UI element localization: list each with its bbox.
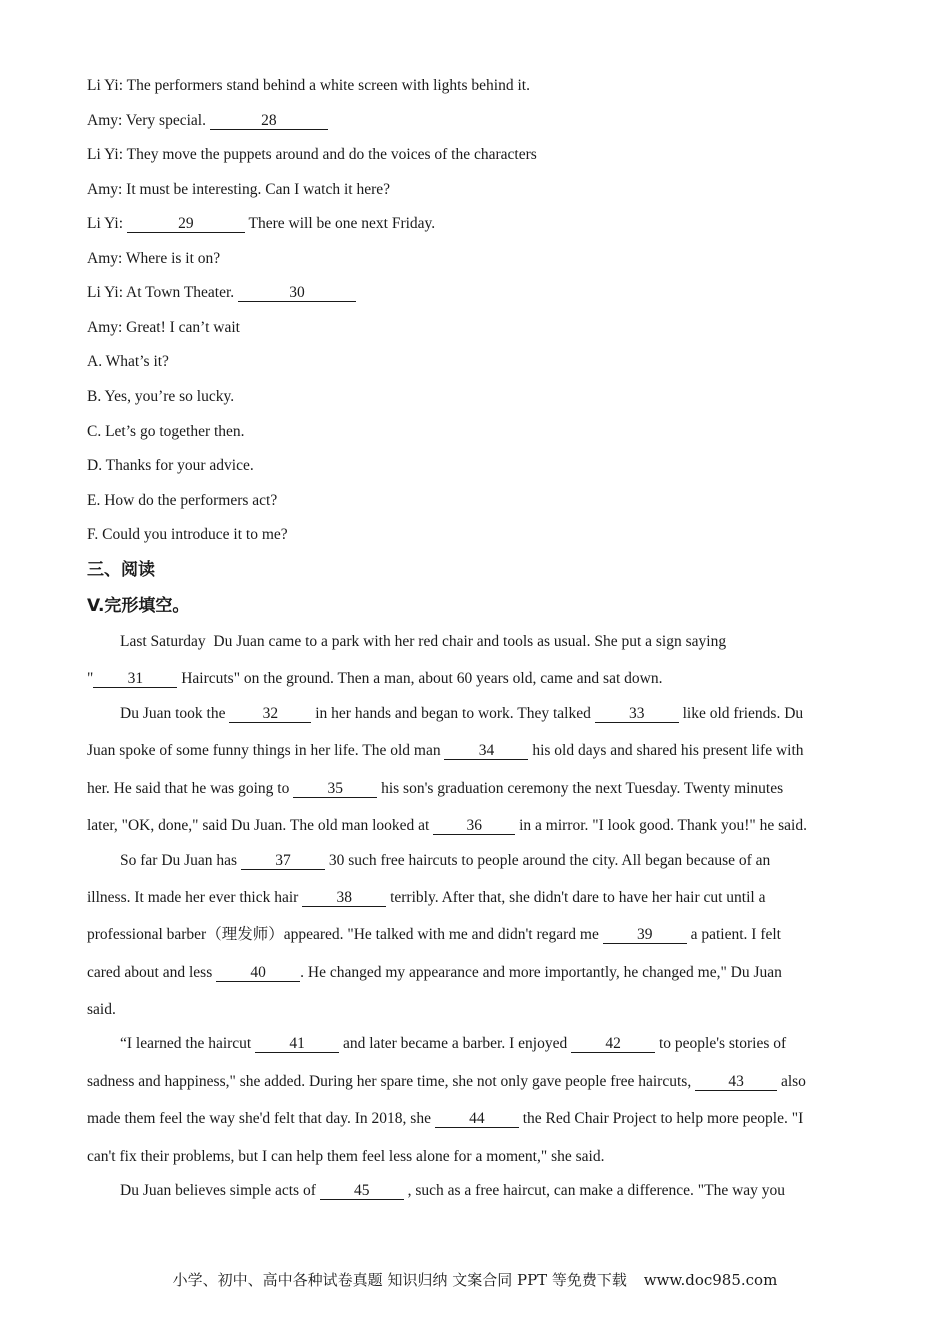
dialogue-line-1: Li Yi: The performers stand behind a white screen with lights behind it. (87, 77, 530, 94)
blank-36: 36 (433, 818, 515, 835)
blank-38: 38 (302, 890, 386, 907)
blank-39: 39 (603, 927, 687, 944)
dialogue-line-8: Amy: Great! I can’t wait (87, 319, 240, 336)
option-c: C. Let’s go together then. (87, 423, 245, 440)
option-f: F. Could you introduce it to me? (87, 526, 288, 543)
option-b: B. Yes, you’re so lucky. (87, 388, 235, 405)
blank-31: 31 (93, 671, 177, 688)
blank-28: 28 (210, 113, 328, 130)
passage-line-1: Last Saturday Du Juan came to a park with her red chair and tools as usual. She put a sign saying (120, 633, 727, 650)
blank-34: 34 (444, 743, 528, 760)
passage-line-2: " 31 Haircuts" on the ground. Then a man, about 60 years old, came and sat down. (87, 670, 663, 687)
blank-32: 32 (229, 706, 311, 723)
passage-line-16: Du Juan believes simple acts of 45 , such as a free haircut, can make a difference. "The way you (120, 1182, 786, 1199)
blank-30: 30 (238, 285, 356, 302)
dialogue-line-2: Amy: Very special. 28 (87, 111, 328, 131)
section-title: 三、阅读 (87, 560, 155, 580)
passage-line-5: her. He said that he was going to 35 his son's graduation ceremony the next Tuesday. Twenty minutes (87, 780, 784, 797)
blank-29: 29 (127, 216, 245, 233)
blank-35: 35 (293, 781, 377, 798)
dialogue-line-4: Amy: It must be interesting. Can I watch it here? (87, 181, 391, 198)
blank-45: 45 (320, 1183, 404, 1200)
option-d: D. Thanks for your advice. (87, 457, 254, 474)
passage-line-4: Juan spoke of some funny things in her life. The old man 34 his old days and shared his present life with (87, 742, 804, 759)
dialogue-line-5: Li Yi: 29 There will be one next Friday. (87, 215, 436, 232)
passage-line-7: So far Du Juan has 37 30 such free haircuts to people around the city. All began because of an (120, 852, 771, 869)
passage-line-12: “I learned the haircut 41 and later became a barber. I enjoyed 42 to people's stories of (120, 1035, 787, 1052)
passage-line-13: sadness and happiness," she added. During her spare time, she not only gave people free haircuts, 43 also (87, 1073, 806, 1090)
option-a: A. What’s it? (87, 353, 169, 370)
passage-line-10: cared about and less 40 . He changed my appearance and more importantly, he changed me," Du Juan (87, 964, 782, 981)
blank-42: 42 (571, 1036, 655, 1053)
passage-line-11: said. (87, 1001, 116, 1018)
blank-44: 44 (435, 1111, 519, 1128)
blank-41: 41 (255, 1036, 339, 1053)
page-footer (0, 1269, 950, 1290)
dialogue-line-7: Li Yi: At Town Theater. 30 (87, 283, 356, 303)
blank-37: 37 (241, 853, 325, 870)
subsection-title: V.完形填空。 (87, 596, 190, 616)
passage-line-6: later, "OK, done," said Du Juan. The old man looked at 36 in a mirror. "I look good. Thank you!" he said. (87, 817, 807, 834)
passage-line-15: can't fix their problems, but I can help them feel less alone for a moment," she said. (87, 1148, 605, 1165)
dialogue-line-6: Amy: Where is it on? (87, 250, 221, 267)
footer-text: 小学、初中、高中各种试卷真题 知识归纳 文案合同 PPT 等免费下载 (172, 1271, 627, 1289)
dialogue-line-3: Li Yi: They move the puppets around and do the voices of the characters (87, 146, 537, 163)
passage-line-3: Du Juan took the 32 in her hands and began to work. They talked 33 like old friends. Du (120, 705, 804, 722)
blank-43: 43 (695, 1074, 777, 1091)
option-e: E. How do the performers act? (87, 492, 278, 509)
blank-33: 33 (595, 706, 679, 723)
passage-line-8: illness. It made her ever thick hair 38 terribly. After that, she didn't dare to have her hair cut until a (87, 889, 766, 906)
passage-line-9: professional barber（理发师）appeared. "He talked with me and didn't regard me 39 a patient. I felt (87, 926, 781, 943)
passage-line-14: made them feel the way she'd felt that day. In 2018, she 44 the Red Chair Project to help more people. "I (87, 1110, 804, 1127)
footer-website-link[interactable]: www.doc985.com (643, 1271, 778, 1289)
blank-40: 40 (216, 965, 300, 982)
